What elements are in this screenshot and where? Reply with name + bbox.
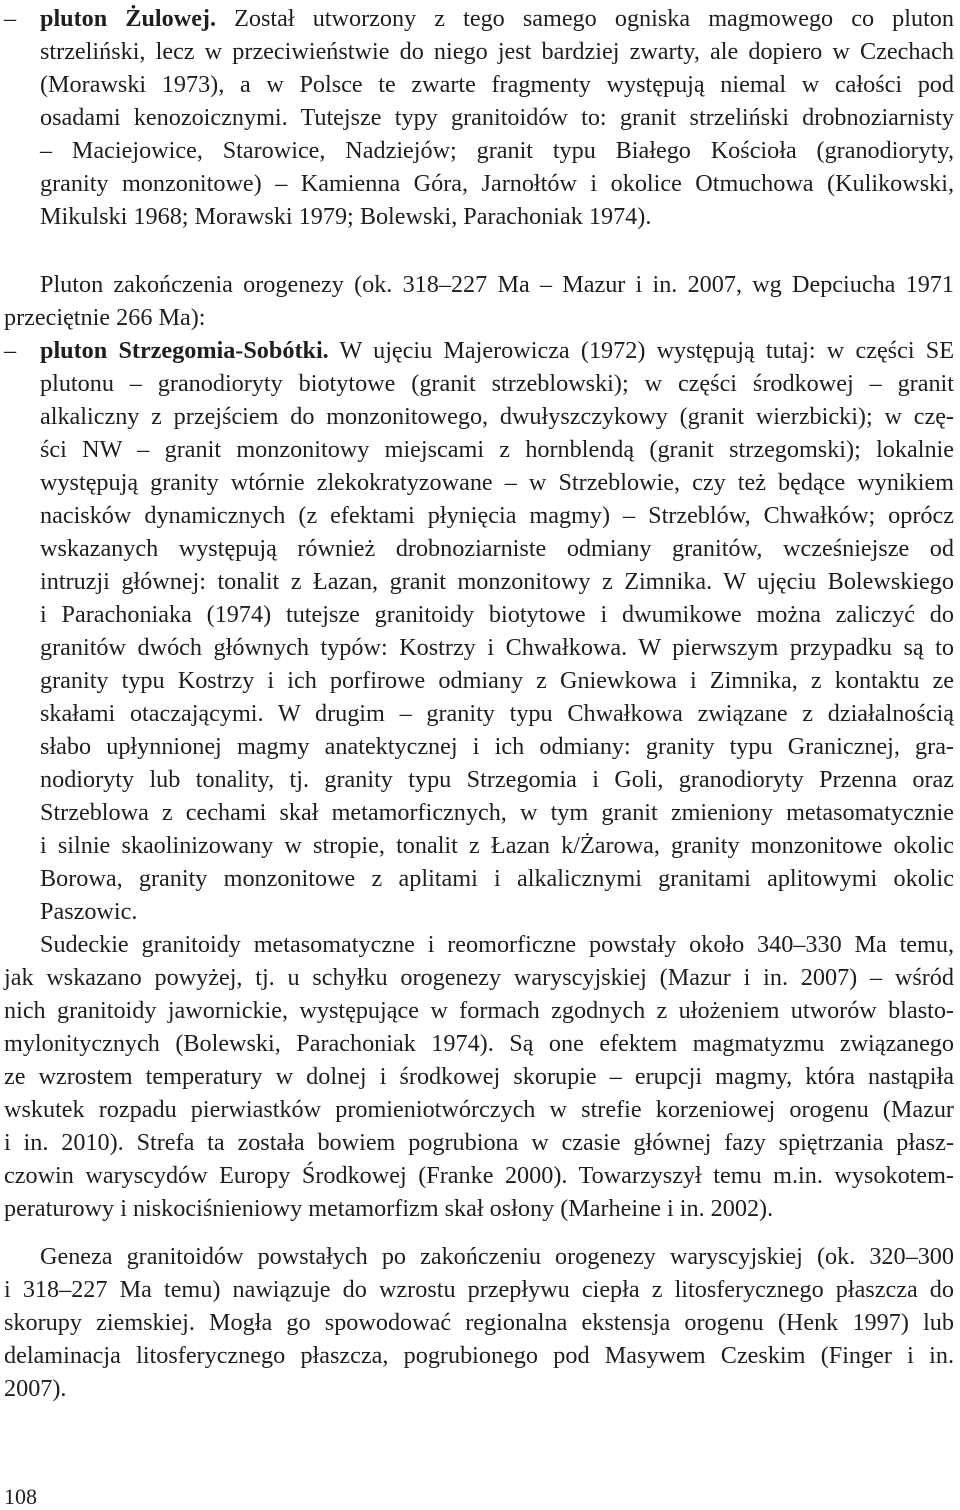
text-line: intruzji głównej: tonalit z Łazan, granit monzonitowy z Zimnika. W ujęciu Bolewskiego [40,568,954,595]
text-line: alkaliczny z przejściem do monzonitowego, dwułyszczykowy (granit wierzbicki); w czę- [40,403,954,430]
text-line: i silnie skaolinizowany w stropie, tonalit z Łazan k/Żarowa, granity monzonitowe okolic [40,832,954,859]
text-line: Pluton zakończenia orogenezy (ok. 318–227 Ma – Mazur i in. 2007, wg Depciucha 1971 [40,271,954,298]
text-line: i Parachoniaka (1974) tutejsze granitoidy biotytowe i dwumikowe można zaliczyć do [40,601,954,628]
text-line: – Maciejowice, Starowice, Nadziejów; granit typu Białego Kościoła (granodioryty, [40,137,954,164]
text-line: jak wskazano powyżej, tj. u schyłku orogenezy waryscyjskiej (Mazur i in. 2007) – wśród [4,964,954,991]
list-dash: – [4,5,17,32]
text-line: nich granitoidy jawornickie, występujące w formach zgodnych z ułożeniem utworów blasto- [4,997,954,1024]
term-heading: pluton Żulowej. [40,5,217,32]
text-line: Paszowic. [40,898,138,925]
text-line: 2007). [4,1375,67,1402]
text-line: peraturowy i niskociśnieniowy metamorfizm skał osłony (Marheine i in. 2002). [4,1195,774,1222]
text-line: pluton Strzegomia-Sobótki. W ujęciu Majerowicza (1972) występują tutaj: w części SE [40,337,954,364]
text-line: słabo upłynnionej magmy anatektycznej i ich odmiany: granity typu Granicznej, gra- [40,733,954,760]
text-line: Sudeckie granitoidy metasomatyczne i reomorficzne powstały około 340–330 Ma temu, [40,931,954,958]
text-line: wskazanych występują również drobnoziarniste odmiany granitów, wcześniejsze od [40,535,954,562]
text-line: i in. 2010). Strefa ta została bowiem pogrubiona w czasie głównej fazy spiętrzania płasz- [4,1129,954,1156]
text-line: pluton Żulowej. Został utworzony z tego samego ogniska magmowego co pluton [40,5,954,32]
text-line: granitów dwóch głównych typów: Kostrzy i Chwałkowa. W pierwszym przypadku są to [40,634,954,661]
text-line: delaminacja litosferycznego płaszcza, pogrubionego pod Masywem Czeskim (Finger i in. [4,1342,954,1369]
term-heading: pluton Strzegomia-Sobótki. [40,337,329,364]
text-line: Borowa, granity monzonitowe z aplitami i alkalicznymi granitami aplitowymi okolic [40,865,954,892]
text-line: Geneza granitoidów powstałych po zakończeniu orogenezy waryscyjskiej (ok. 320–300 [40,1243,954,1270]
text-line: skorupy ziemskiej. Mogła go spowodować regionalna ekstensja orogenu (Henk 1997) lub [4,1309,954,1336]
text-line: plutonu – granodioryty biotytowe (granit strzeblowski); w części środkowej – granit [40,370,954,397]
text-line: granity monzonitowe) – Kamienna Góra, Jarnołtów i okolice Otmuchowa (Kulikowski, [40,170,954,197]
text-line: występują granity wtórnie zlekokratyzowane – w Strzeblowie, czy też będące wynikiem [40,469,954,496]
text-line: mylonitycznych (Bolewski, Parachoniak 1974). Są one efektem magmatyzmu związanego [4,1030,954,1057]
text-line: skałami otaczającymi. W drugim – granity typu Chwałkowa związane z działalnością [40,700,954,727]
text-line: ze wzrostem temperatury w dolnej i środkowej skorupie – erupcji magmy, która nastąpiła [4,1063,954,1090]
text-line: (Morawski 1973), a w Polsce te zwarte fragmenty występują niemal w całości pod [40,71,954,98]
text-line: i 318–227 Ma temu) nawiązuje do wzrostu przepływu ciepła z litosferycznego płaszcza do [4,1276,954,1303]
text-line: czowin waryscydów Europy Środkowej (Franke 2000). Towarzyszył temu m.in. wysokotem- [4,1162,954,1189]
text-line: wskutek rozpadu pierwiastków promieniotwórczych w strefie korzeniowej orogenu (Mazur [4,1096,954,1123]
text-line: nodioryty lub tonality, tj. granity typu Strzegomia i Goli, granodioryty Przenna oraz [40,766,954,793]
text-line: Strzeblowa z cechami skał metamorficznych, w tym granit zmieniony metasomatycznie [40,799,954,826]
text-line: granity typu Kostrzy i ich porfirowe odmiany z Gniewkowa i Zimnika, z kontaktu ze [40,667,954,694]
text-line: ści NW – granit monzonitowy miejscami z hornblendą (granit strzegomski); lokalnie [40,436,954,463]
list-dash: – [4,337,17,364]
page-number: 108 [4,1484,37,1509]
text-line: przeciętnie 266 Ma): [4,304,206,331]
text-line: osadami kenozoicznymi. Tutejsze typy granitoidów to: granit strzeliński drobnoziarnisty [40,104,954,131]
text-line: strzeliński, lecz w przeciwieństwie do niego jest bardziej zwarty, ale dopiero w Czechach [40,38,954,65]
text-line: nacisków dynamicznych (z efektami płynięcia magmy) – Strzeblów, Chwałków; oprócz [40,502,954,529]
text-line: Mikulski 1968; Morawski 1979; Bolewski, Parachoniak 1974). [40,203,652,230]
